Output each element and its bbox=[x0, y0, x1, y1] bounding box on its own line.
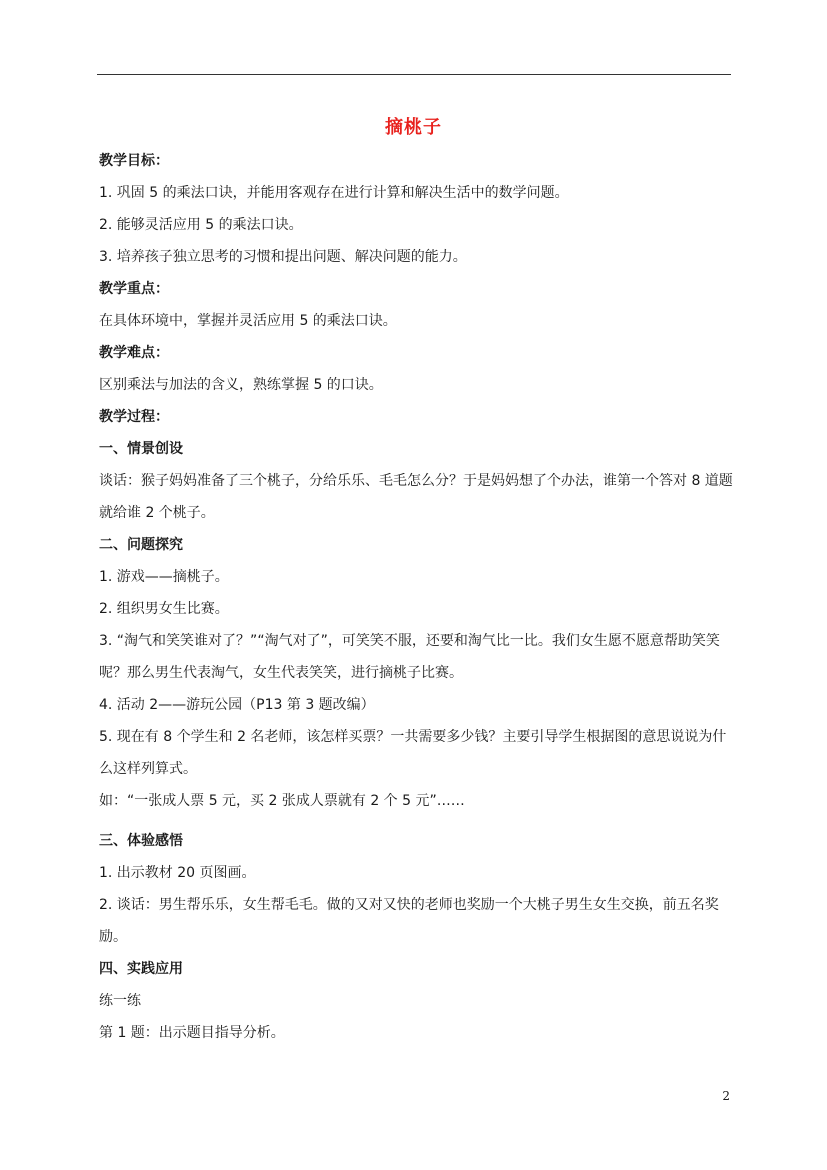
header-rule bbox=[97, 74, 731, 75]
subsection-heading-2: 二、问题探究 bbox=[99, 537, 183, 553]
process-item-4: 4. 活动 2——游玩公园（P13 第 3 题改编） bbox=[99, 697, 375, 713]
process-item-1: 1. 游戏——摘桃子。 bbox=[99, 569, 229, 585]
process-item-2: 2. 组织男女生比赛。 bbox=[99, 601, 229, 617]
practice-label: 练一练 bbox=[99, 993, 141, 1009]
document-body bbox=[99, 151, 735, 1043]
process-item-3: 3. “淘气和笑笑谁对了？”“淘气对了”，可笑笑不服，还要和淘气比一比。我们女生愿不愿意帮助笑笑呢？那么男生代表淘气，女生代表笑笑，进行摘桃子比赛。 bbox=[99, 633, 720, 681]
key-points-text: 在具体环境中，掌握并灵活应用 5 的乘法口诀。 bbox=[99, 313, 397, 329]
practice-item-1: 第 1 题：出示题目指导分析。 bbox=[99, 1025, 285, 1041]
experience-item-1: 1. 出示教材 20 页图画。 bbox=[99, 865, 256, 881]
section-heading-objectives: 教学目标： bbox=[99, 153, 169, 169]
subsection-heading-3: 三、体验感悟 bbox=[99, 833, 183, 849]
difficulties-text: 区别乘法与加法的含义，熟练掌握 5 的口诀。 bbox=[99, 377, 383, 393]
subsection-heading-4: 四、实践应用 bbox=[99, 961, 183, 977]
section-heading-difficulties: 教学难点： bbox=[99, 345, 169, 361]
experience-item-2: 2. 谈话：男生帮乐乐，女生帮毛毛。做的又对又快的老师也奖励一个大桃子男生女生交换，前五名奖励。 bbox=[99, 897, 719, 945]
objective-item-3: 3. 培养孩子独立思考的习惯和提出问题、解决问题的能力。 bbox=[99, 249, 467, 265]
objective-item-1: 1. 巩固 5 的乘法口诀，并能用客观存在进行计算和解决生活中的数学问题。 bbox=[99, 185, 569, 201]
paragraph-dialogue: 谈话：猴子妈妈准备了三个桃子，分给乐乐、毛毛怎么分？于是妈妈想了个办法，谁第一个答对 8 道题就给谁 2 个桃子。 bbox=[99, 473, 733, 521]
section-heading-process: 教学过程： bbox=[99, 409, 169, 425]
process-example: 如：“一张成人票 5 元，买 2 张成人票就有 2 个 5 元”…… bbox=[99, 793, 465, 809]
process-item-5: 5. 现在有 8 个学生和 2 名老师，该怎样买票？一共需要多少钱？主要引导学生根据图的意思说说为什么这样列算式。 bbox=[99, 729, 727, 777]
page-number: 2 bbox=[722, 1089, 730, 1103]
document-title: 摘桃子 bbox=[385, 117, 442, 138]
subsection-heading-1: 一、情景创设 bbox=[99, 441, 183, 457]
objective-item-2: 2. 能够灵活应用 5 的乘法口诀。 bbox=[99, 217, 303, 233]
section-heading-key-points: 教学重点： bbox=[99, 281, 169, 297]
